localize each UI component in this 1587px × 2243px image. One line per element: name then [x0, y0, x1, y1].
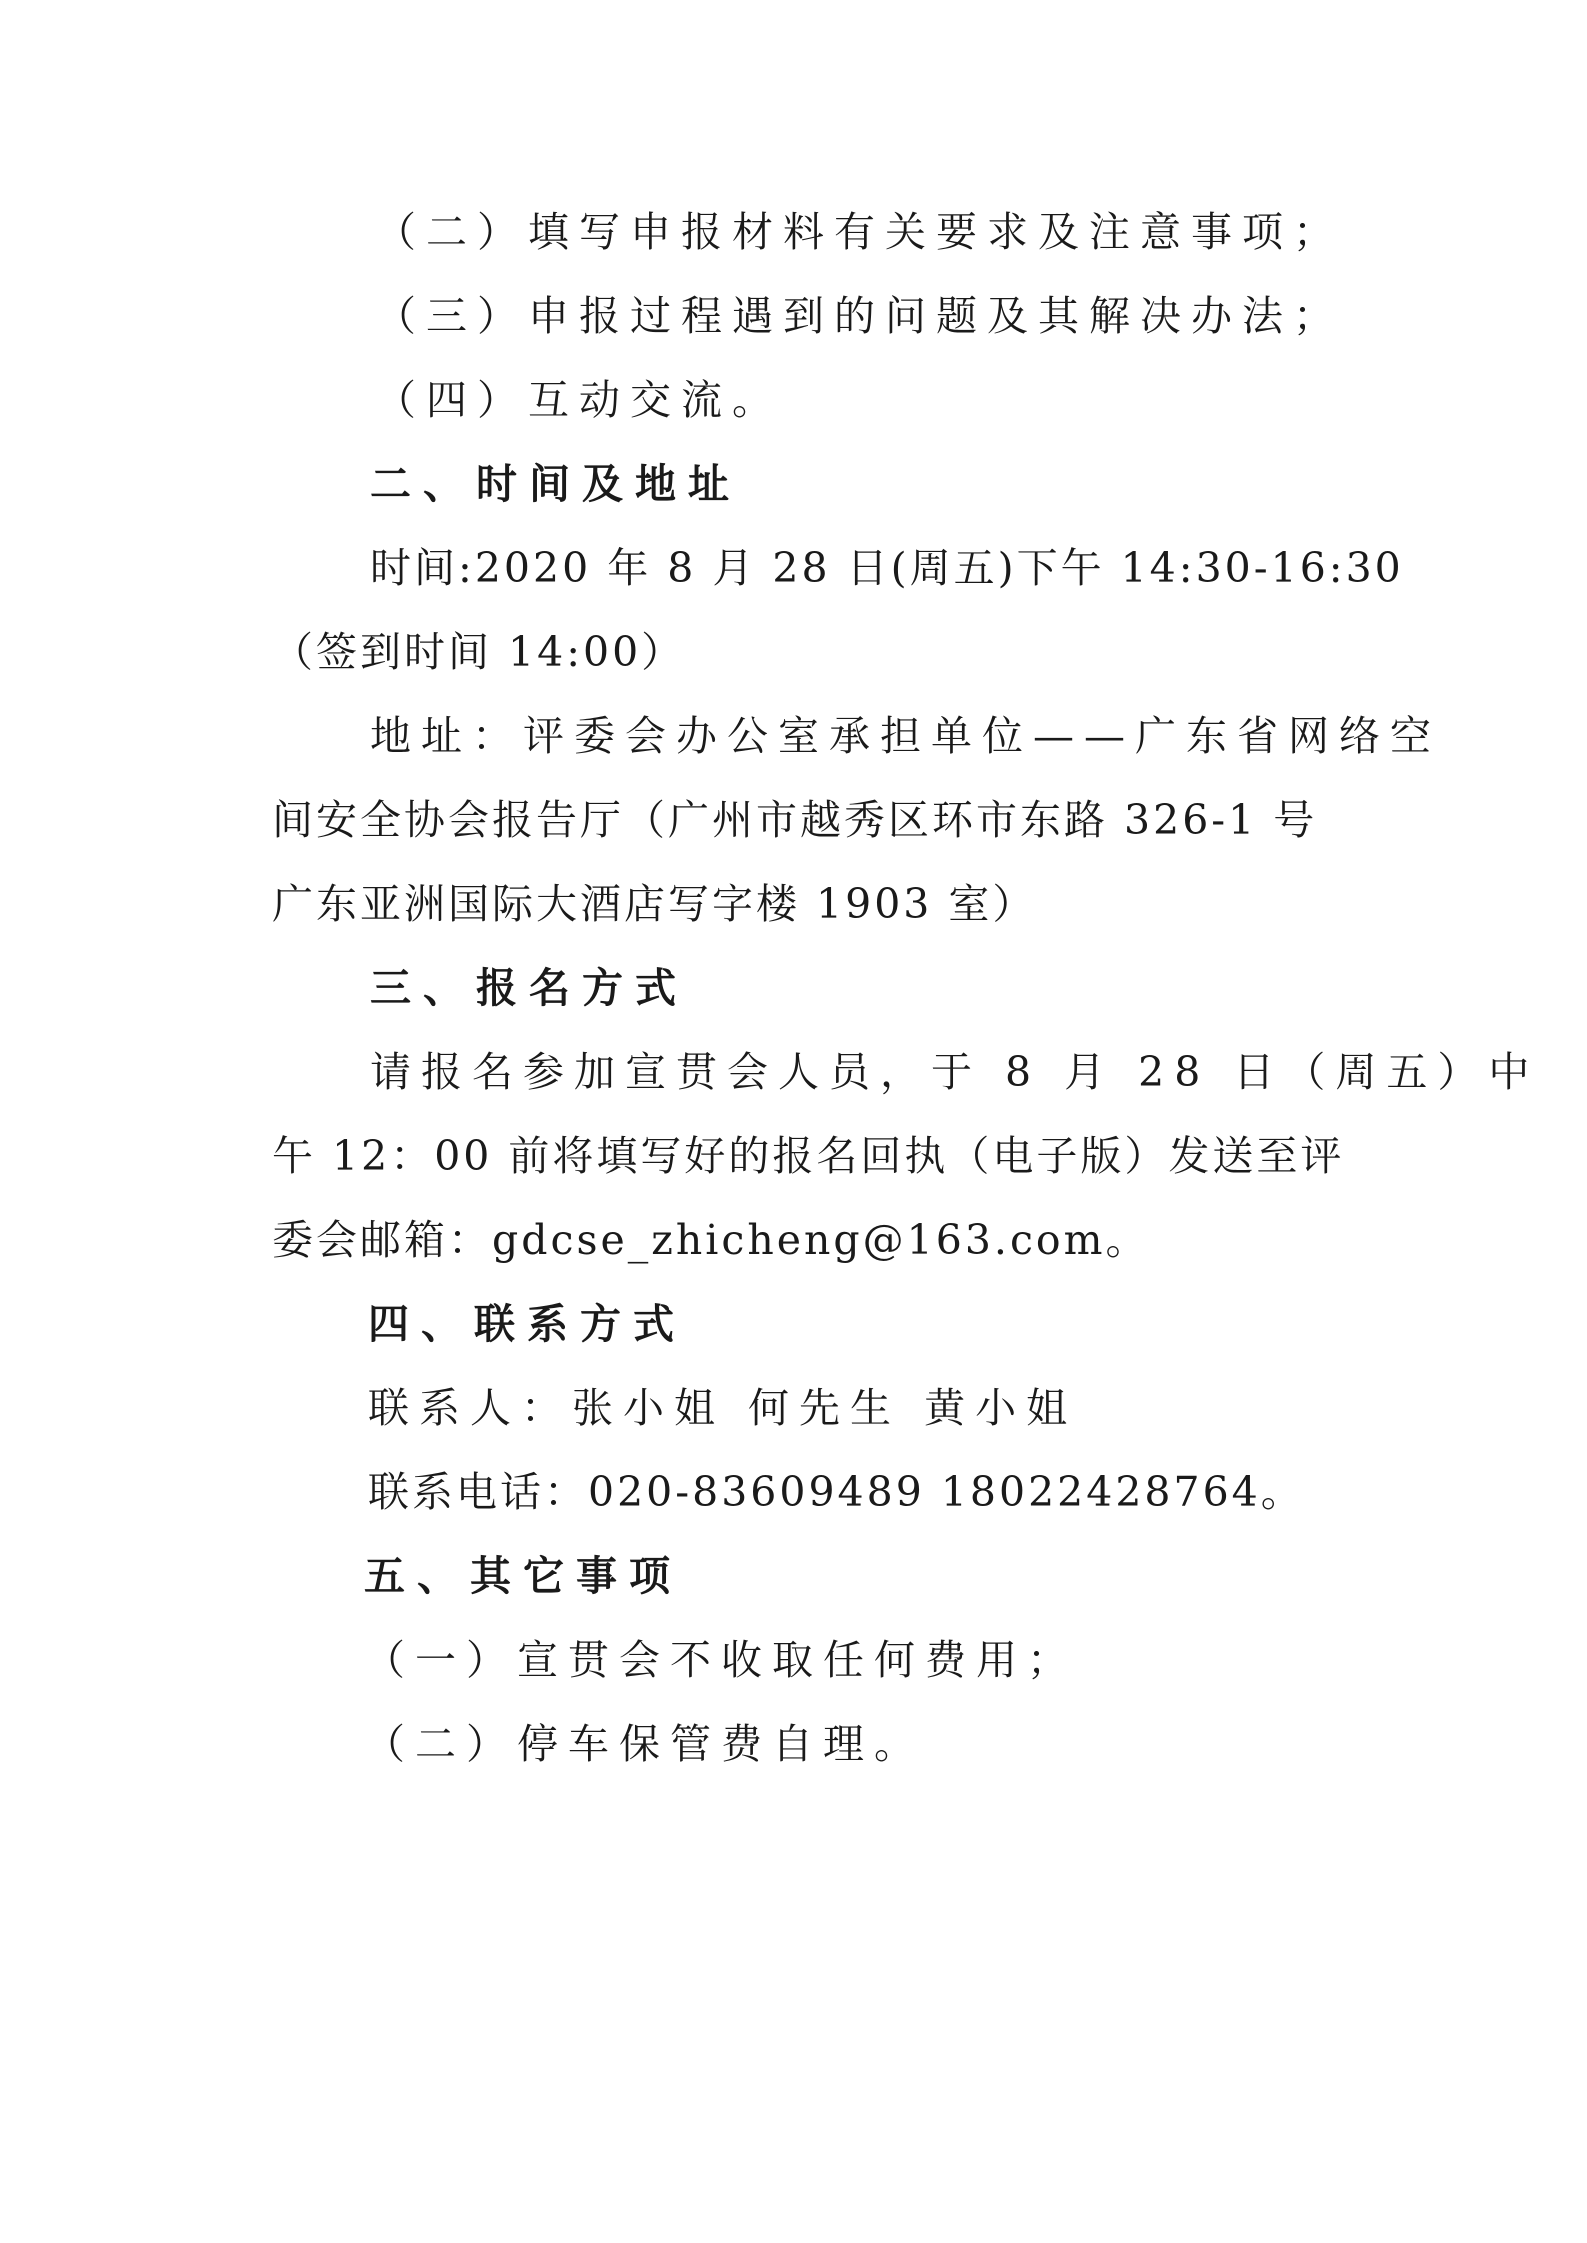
- address-line-1: 地址：评委会办公室承担单位——广东省网络空: [370, 712, 1441, 760]
- signin-time-line: （签到时间 14:00）: [272, 628, 686, 676]
- list-item-interaction: （四）互动交流。: [375, 376, 783, 424]
- section-heading-other: 五、其它事项: [364, 1552, 682, 1600]
- address-line-3: 广东亚洲国际大酒店写字楼 1903 室）: [272, 880, 1037, 928]
- contact-phone: 联系电话：020-83609489 18022428764。: [368, 1468, 1305, 1516]
- other-item-parking: （二）停车保管费自理。: [364, 1720, 925, 1768]
- time-line: 时间:2020 年 8 月 28 日(周五)下午 14:30-16:30: [370, 544, 1404, 592]
- section-heading-registration: 三、报名方式: [370, 964, 688, 1012]
- section-heading-contact: 四、联系方式: [368, 1300, 686, 1348]
- section-heading-time-address: 二、时间及地址: [370, 460, 741, 508]
- list-item-requirements: （二）填写申报材料有关要求及注意事项；: [375, 208, 1344, 256]
- address-line-2: 间安全协会报告厅（广州市越秀区环市东路 326-1 号: [272, 796, 1318, 844]
- registration-email-line: 委会邮箱：gdcse_zhicheng@163.com。: [272, 1216, 1150, 1264]
- list-item-problems: （三）申报过程遇到的问题及其解决办法；: [375, 292, 1344, 340]
- registration-line-2: 午 12：00 前将填写好的报名回执（电子版）发送至评: [272, 1132, 1345, 1180]
- other-item-free: （一）宣贯会不收取任何费用；: [364, 1636, 1078, 1684]
- contact-persons: 联系人：张小姐 何先生 黄小姐: [368, 1384, 1078, 1432]
- registration-line-1: 请报名参加宣贯会人员，于 8 月 28 日（周五）中: [370, 1048, 1540, 1096]
